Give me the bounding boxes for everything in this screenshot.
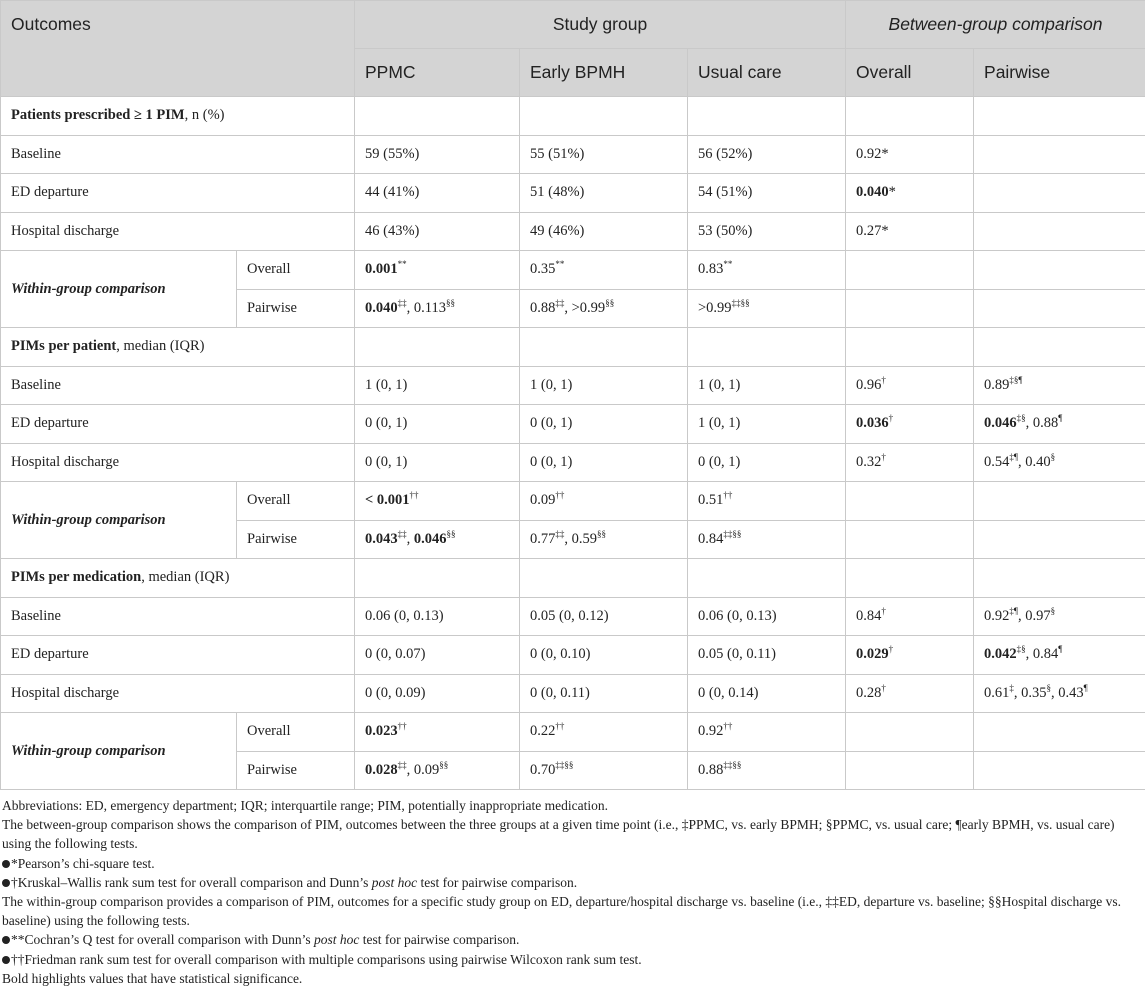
table-row: Pairwise 0.040‡‡, 0.113§§ 0.88‡‡, >0.99§§ >0.99‡‡§§ xyxy=(1,289,1145,328)
table-row: Pairwise 0.043‡‡, 0.046§§ 0.77‡‡, 0.59§§ 0.84‡‡§§ xyxy=(1,520,1145,559)
table-row: ED departure 44 (41%) 51 (48%) 54 (51%) 0.040* xyxy=(1,174,1145,213)
bullet-icon xyxy=(2,956,10,964)
bullet-icon xyxy=(2,860,10,868)
section-title: PIMs per patient, median (IQR) xyxy=(1,328,355,367)
section-title: PIMs per medication, median (IQR) xyxy=(1,559,355,598)
table-row: Within-group comparison Overall 0.001** 0.35** 0.83** xyxy=(1,251,1145,290)
table-row: Baseline 59 (55%) 55 (51%) 56 (52%) 0.92* xyxy=(1,135,1145,174)
table-row: Baseline 0.06 (0, 0.13) 0.05 (0, 0.12) 0.06 (0, 0.13) 0.84† 0.92‡¶, 0.97§ xyxy=(1,597,1145,636)
header-study-group: Study group xyxy=(355,1,846,49)
footnote-friedman: ††Friedman rank sum test for overall comparison with multiple comparisons using pairwise Wilcoxon rank sum test. xyxy=(2,950,1143,969)
header-between-group: Between-group comparison xyxy=(846,1,1145,49)
header-outcomes: Outcomes xyxy=(1,1,355,97)
bullet-icon xyxy=(2,936,10,944)
header-pairwise: Pairwise xyxy=(974,49,1145,97)
table-row: Hospital discharge 46 (43%) 49 (46%) 53 (50%) 0.27* xyxy=(1,212,1145,251)
footnote-bold: Bold highlights values that have statistical significance. xyxy=(2,970,303,986)
section-title: Patients prescribed ≥ 1 PIM, n (%) xyxy=(1,97,355,136)
table-row: Within-group comparison Overall 0.023†† 0.22†† 0.92†† xyxy=(1,713,1145,752)
footnote-kruskal-wallis: †Kruskal–Wallis rank sum test for overall comparison and Dunn’s post hoc test for pairwise comparison. xyxy=(2,873,1143,892)
footnote-cochran: **Cochran’s Q test for overall comparison with Dunn’s post hoc test for pairwise comparison. xyxy=(2,930,1143,949)
table-row: Hospital discharge 0 (0, 0.09) 0 (0, 0.11) 0 (0, 0.14) 0.28† 0.61‡, 0.35§, 0.43¶ xyxy=(1,674,1145,713)
header-ppmc: PPMC xyxy=(355,49,520,97)
footnote-chi-square: *Pearson’s chi-square test. xyxy=(2,854,1143,873)
header-early-bpmh: Early BPMH xyxy=(520,49,688,97)
table-footnotes xyxy=(0,790,1145,988)
footnote-between-group: The between-group comparison shows the comparison of PIM, outcomes between the three groups at a given time point (i.e., ‡PPMC, vs. early BPMH; §PPMC, vs. usual care; ¶early BPMH, vs. usual care) using the following tests. xyxy=(2,817,1115,852)
table-row: ED departure 0 (0, 1) 0 (0, 1) 1 (0, 1) 0.036† 0.046‡§, 0.88¶ xyxy=(1,405,1145,444)
table-row: Pairwise 0.028‡‡, 0.09§§ 0.70‡‡§§ 0.88‡‡§§ xyxy=(1,751,1145,790)
bullet-icon xyxy=(2,879,10,887)
header-usual-care: Usual care xyxy=(688,49,846,97)
table-row: Baseline 1 (0, 1) 1 (0, 1) 1 (0, 1) 0.96† 0.89‡§¶ xyxy=(1,366,1145,405)
table-row: Hospital discharge 0 (0, 1) 0 (0, 1) 0 (0, 1) 0.32† 0.54‡¶, 0.40§ xyxy=(1,443,1145,482)
table-row: ED departure 0 (0, 0.07) 0 (0, 0.10) 0.05 (0, 0.11) 0.029† 0.042‡§, 0.84¶ xyxy=(1,636,1145,675)
header-overall: Overall xyxy=(846,49,974,97)
footnote-abbreviations: Abbreviations: ED, emergency department; IQR; interquartile range; PIM, potentially inappropriate medication. xyxy=(2,798,608,813)
table-row: Within-group comparison Overall < 0.001†† 0.09†† 0.51†† xyxy=(1,482,1145,521)
footnote-within-group: The within-group comparison provides a comparison of PIM, outcomes for a specific study group on ED, departure/hospital discharge vs. baseline (i.e., ‡‡ED, departure vs. baseline; §§Hospital discharge vs. baseline) using the following tests. xyxy=(2,894,1121,929)
